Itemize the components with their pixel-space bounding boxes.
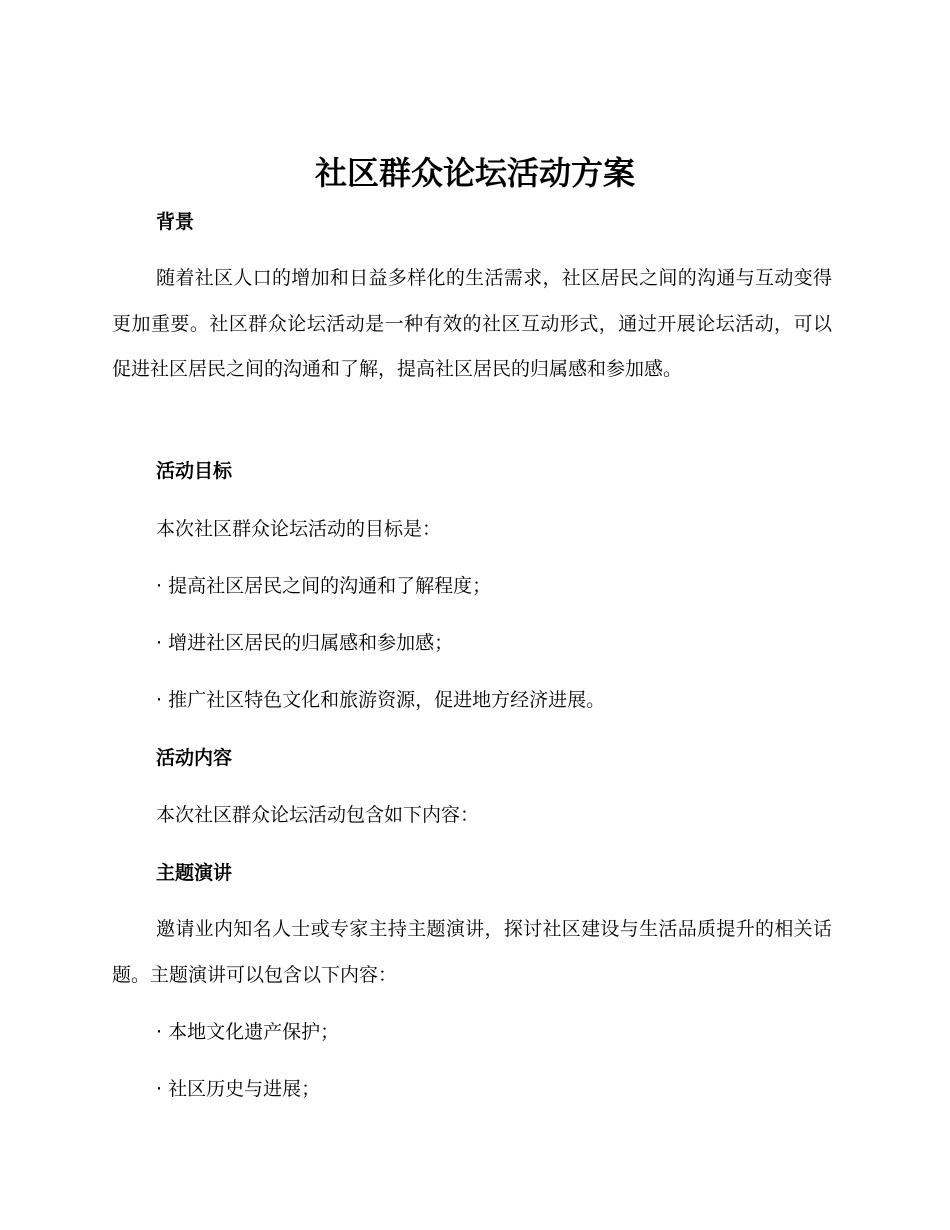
keynote-list-item: · 社区历史与进展； xyxy=(156,1078,321,1100)
section-heading-content: 活动内容 xyxy=(156,747,233,769)
goals-intro: 本次社区群众论坛活动的目标是： xyxy=(156,518,442,540)
goals-list-item: · 推广社区特色文化和旅游资源，促进地方经济进展。 xyxy=(156,689,606,711)
goals-list-item: · 增进社区居民的归属感和参加感； xyxy=(156,632,454,654)
paragraph-keynote: 邀请业内知名人士或专家主持主题演讲，探讨社区建设与生活品质提升的相关话题。主题演讲可以包含以下内容： xyxy=(112,918,832,986)
goals-list-item: · 提高社区居民之间的沟通和了解程度； xyxy=(156,575,492,597)
keynote-list-item: · 本地文化遗产保护； xyxy=(156,1021,340,1043)
section-heading-background: 背景 xyxy=(156,211,195,233)
content-intro: 本次社区群众论坛活动包含如下内容： xyxy=(156,804,480,826)
paragraph-background: 随着社区人口的增加和日益多样化的生活需求，社区居民之间的沟通与互动变得更加重要。社区群众论坛活动是一种有效的社区互动形式，通过开展论坛活动，可以促进社区居民之间的沟通和了解，提高社区居民的归属感和参加感。 xyxy=(112,267,832,380)
document-title: 社区群众论坛活动方案 xyxy=(314,154,635,192)
section-heading-keynote: 主题演讲 xyxy=(156,862,233,884)
section-heading-goals: 活动目标 xyxy=(156,460,233,482)
